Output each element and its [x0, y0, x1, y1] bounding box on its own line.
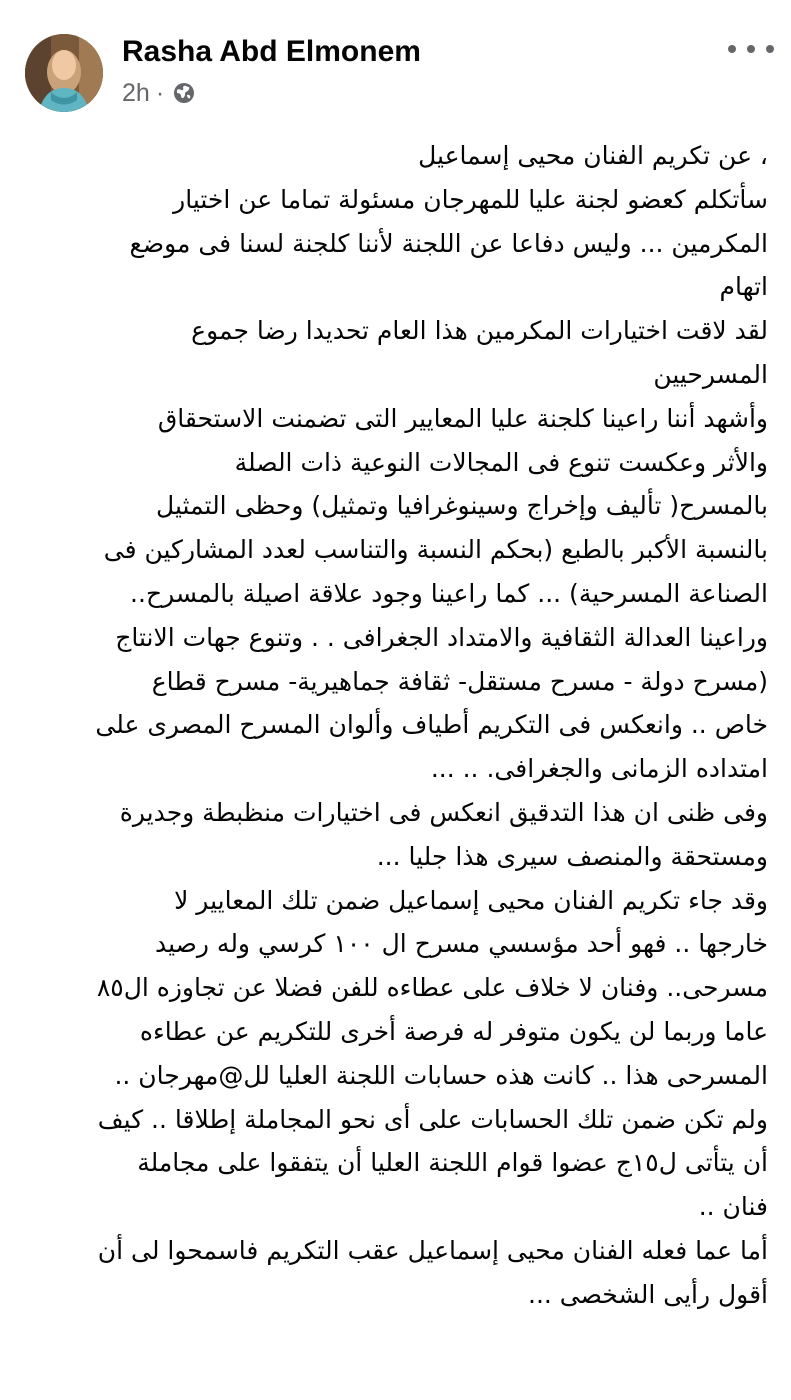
post-line: ، عن تكريم الفنان محيى إسماعيل: [418, 141, 768, 170]
more-dot: [766, 45, 774, 53]
post-line: بالمسرح( تأليف وإخراج وسينوغرافيا وتمثيل) وحظى التمثيل: [156, 491, 768, 521]
post-line: وراعينا العدالة الثقافية والامتداد الجغرافى . . وتنوع جهات الانتاج: [115, 622, 768, 652]
meta-separator: ·: [155, 78, 165, 107]
author-avatar[interactable]: [25, 34, 103, 112]
post-line: ولم تكن ضمن تلك الحسابات على أى نحو المجاملة إطلاقا .. كيف: [97, 1104, 768, 1134]
more-options-icon[interactable]: [728, 34, 774, 64]
post-line: لقد لاقت اختيارات المكرمين هذا العام تحديدا رضا جموع: [191, 316, 768, 346]
post-line: المكرمين ... وليس دفاعا عن اللجنة لأننا كلجنة لسنا فى موضع: [129, 228, 768, 258]
post-header: [0, 0, 791, 130]
post-line: اتهام: [719, 272, 768, 302]
post-line: سأتكلم كعضو لجنة عليا للمهرجان مسئولة تماما عن اختيار: [173, 184, 768, 214]
globe-icon[interactable]: [172, 81, 196, 105]
post-line: والأثر وعكست تنوع فى المجالات النوعية ذات الصلة: [234, 447, 768, 477]
post-text: [32, 134, 768, 1317]
post-line: وأشهد أننا راعينا كلجنة عليا المعايير التى تضمنت الاستحقاق: [157, 403, 768, 433]
post-line: خارجها .. فهو أحد مؤسسي مسرح ال ١٠٠ كرسي وله رصيد: [155, 929, 768, 959]
post-line: أما عما فعله الفنان محيى إسماعيل عقب التكريم فاسمحوا لى أن: [97, 1235, 768, 1265]
post-line: أن يتأتى ل١٥ج عضوا قوام اللجنة العليا أن يتفقوا على مجاملة: [137, 1148, 768, 1178]
post-line: المسرحيين: [653, 359, 768, 389]
more-dot: [747, 45, 755, 53]
post-line: أقول رأيى الشخصى ...: [528, 1279, 768, 1309]
post-line: مسرحى.. وفنان لا خلاف على عطاءه للفن فضلا عن تجاوزه ال٨٥: [96, 973, 768, 1003]
post-line: (مسرح دولة - مسرح مستقل- ثقافة جماهيرية- مسرح قطاع: [151, 666, 768, 696]
post-line: المسرحى هذا .. كانت هذه حسابات اللجنة العليا لل@مهرجان ..: [114, 1060, 768, 1090]
post-line: فنان ..: [698, 1192, 768, 1222]
more-dot: [728, 45, 736, 53]
post-line: عاما وربما لن يكون متوفر له فرصة أخرى للتكريم عن عطاءه: [139, 1016, 768, 1046]
post-line: امتداده الزمانى والجغرافى. .. ...: [430, 754, 768, 784]
post-line: خاص .. وانعكس فى التكريم أطياف وألوان المسرح المصرى على: [95, 710, 768, 740]
author-name[interactable]: Rasha Abd Elmonem: [122, 35, 421, 68]
post-line: وفى ظنى ان هذا التدقيق انعكس فى اختيارات منظبطة وجديرة: [119, 797, 768, 827]
post-time[interactable]: 2h: [122, 78, 150, 107]
post-line: بالنسبة الأكبر بالطبع (بحكم النسبة والتناسب لعدد المشاركين فى: [103, 535, 768, 565]
post-meta: [122, 78, 196, 108]
post-line: ومستحقة والمنصف سيرى هذا جليا ...: [376, 841, 768, 871]
post-line: الصناعة المسرحية) ... كما راعينا وجود علاقة اصيلة بالمسرح..: [130, 578, 768, 608]
post-line: وقد جاء تكريم الفنان محيى إسماعيل ضمن تلك المعايير لا: [174, 885, 768, 915]
